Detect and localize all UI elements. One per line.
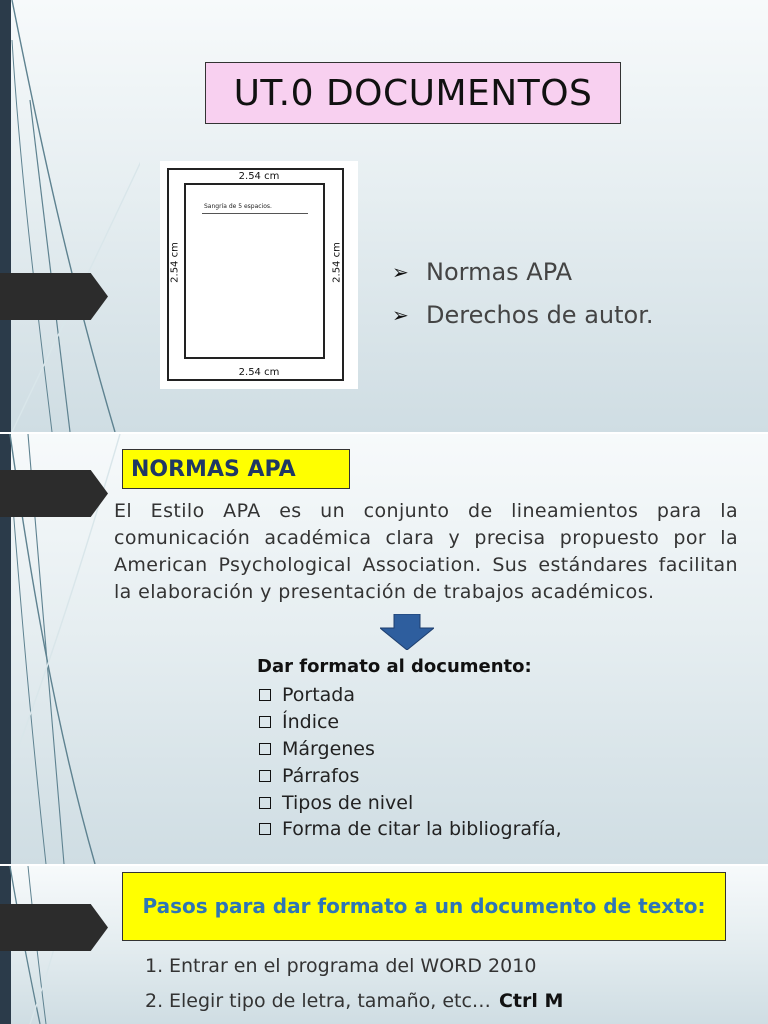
slide-tab-marker (0, 904, 108, 951)
list-item-text: Tipos de nivel (282, 791, 414, 814)
list-item (145, 983, 563, 1018)
step-text: Entrar en el programa del WORD 2010 (169, 954, 537, 977)
topic-list (392, 250, 654, 336)
down-arrow-icon (380, 614, 434, 650)
list-item-text: Normas APA (426, 257, 573, 286)
checkbox-icon (259, 689, 271, 701)
margin-bottom-label: 2.54 cm (238, 367, 280, 378)
apa-description: El Estilo APA es un conjunto de lineamientos para la comunicación académica clara y precisa propuesto por la American Psychological Association. Sus estándares facilitan la elaboración y presentación de trabajos académicos. (114, 500, 738, 603)
arrow-bullet-icon: ➢ (392, 302, 409, 327)
list-item (257, 736, 562, 763)
list-item-text: Derechos de autor. (426, 300, 654, 329)
slide-3 (0, 866, 768, 1024)
margin-right-label: 2.54 cm (331, 242, 343, 283)
slide-2 (0, 434, 768, 864)
slide-tab-marker (0, 470, 108, 517)
slide-1 (0, 0, 768, 432)
list-item-text: Portada (282, 684, 356, 707)
checkbox-icon (259, 770, 271, 782)
list-item (257, 682, 562, 709)
arrow-bullet-icon: ➢ (392, 259, 409, 284)
list-item (392, 250, 654, 293)
checkbox-icon (259, 823, 271, 835)
first-line-rule (202, 213, 308, 214)
list-item (257, 789, 562, 816)
list-item (145, 948, 563, 983)
list-item (257, 762, 562, 789)
indent-note: Sangría de 5 espacios. (204, 203, 272, 210)
margin-top-label: 2.54 cm (238, 171, 280, 182)
list-item-text: Forma de citar la bibliografía, (282, 818, 562, 841)
keyboard-shortcut: Ctrl M (498, 989, 564, 1012)
step-number: 2. (145, 989, 164, 1012)
steps-list (145, 948, 563, 1018)
format-checklist (257, 682, 562, 843)
decorative-lines (0, 0, 140, 432)
list-item (257, 816, 562, 843)
apa-margins-figure (160, 161, 358, 389)
step-text: Elegir tipo de letra, tamaño, etc… (169, 989, 491, 1012)
list-item-text: Índice (282, 711, 340, 734)
section-heading: Pasos para dar formato a un documento de texto: (122, 872, 726, 941)
section-heading: NORMAS APA (122, 449, 350, 489)
slide-tab-marker (0, 273, 108, 320)
slide-title: UT.0 DOCUMENTOS (205, 62, 621, 124)
checkbox-icon (259, 743, 271, 755)
list-item-text: Márgenes (282, 737, 375, 760)
format-heading: Dar formato al documento: (257, 656, 532, 677)
list-item (392, 293, 654, 336)
step-number: 1. (145, 954, 164, 977)
checkbox-icon (259, 797, 271, 809)
margin-left-label: 2.54 cm (169, 242, 181, 283)
checkbox-icon (259, 716, 271, 728)
list-item-text: Párrafos (282, 764, 360, 787)
list-item (257, 709, 562, 736)
